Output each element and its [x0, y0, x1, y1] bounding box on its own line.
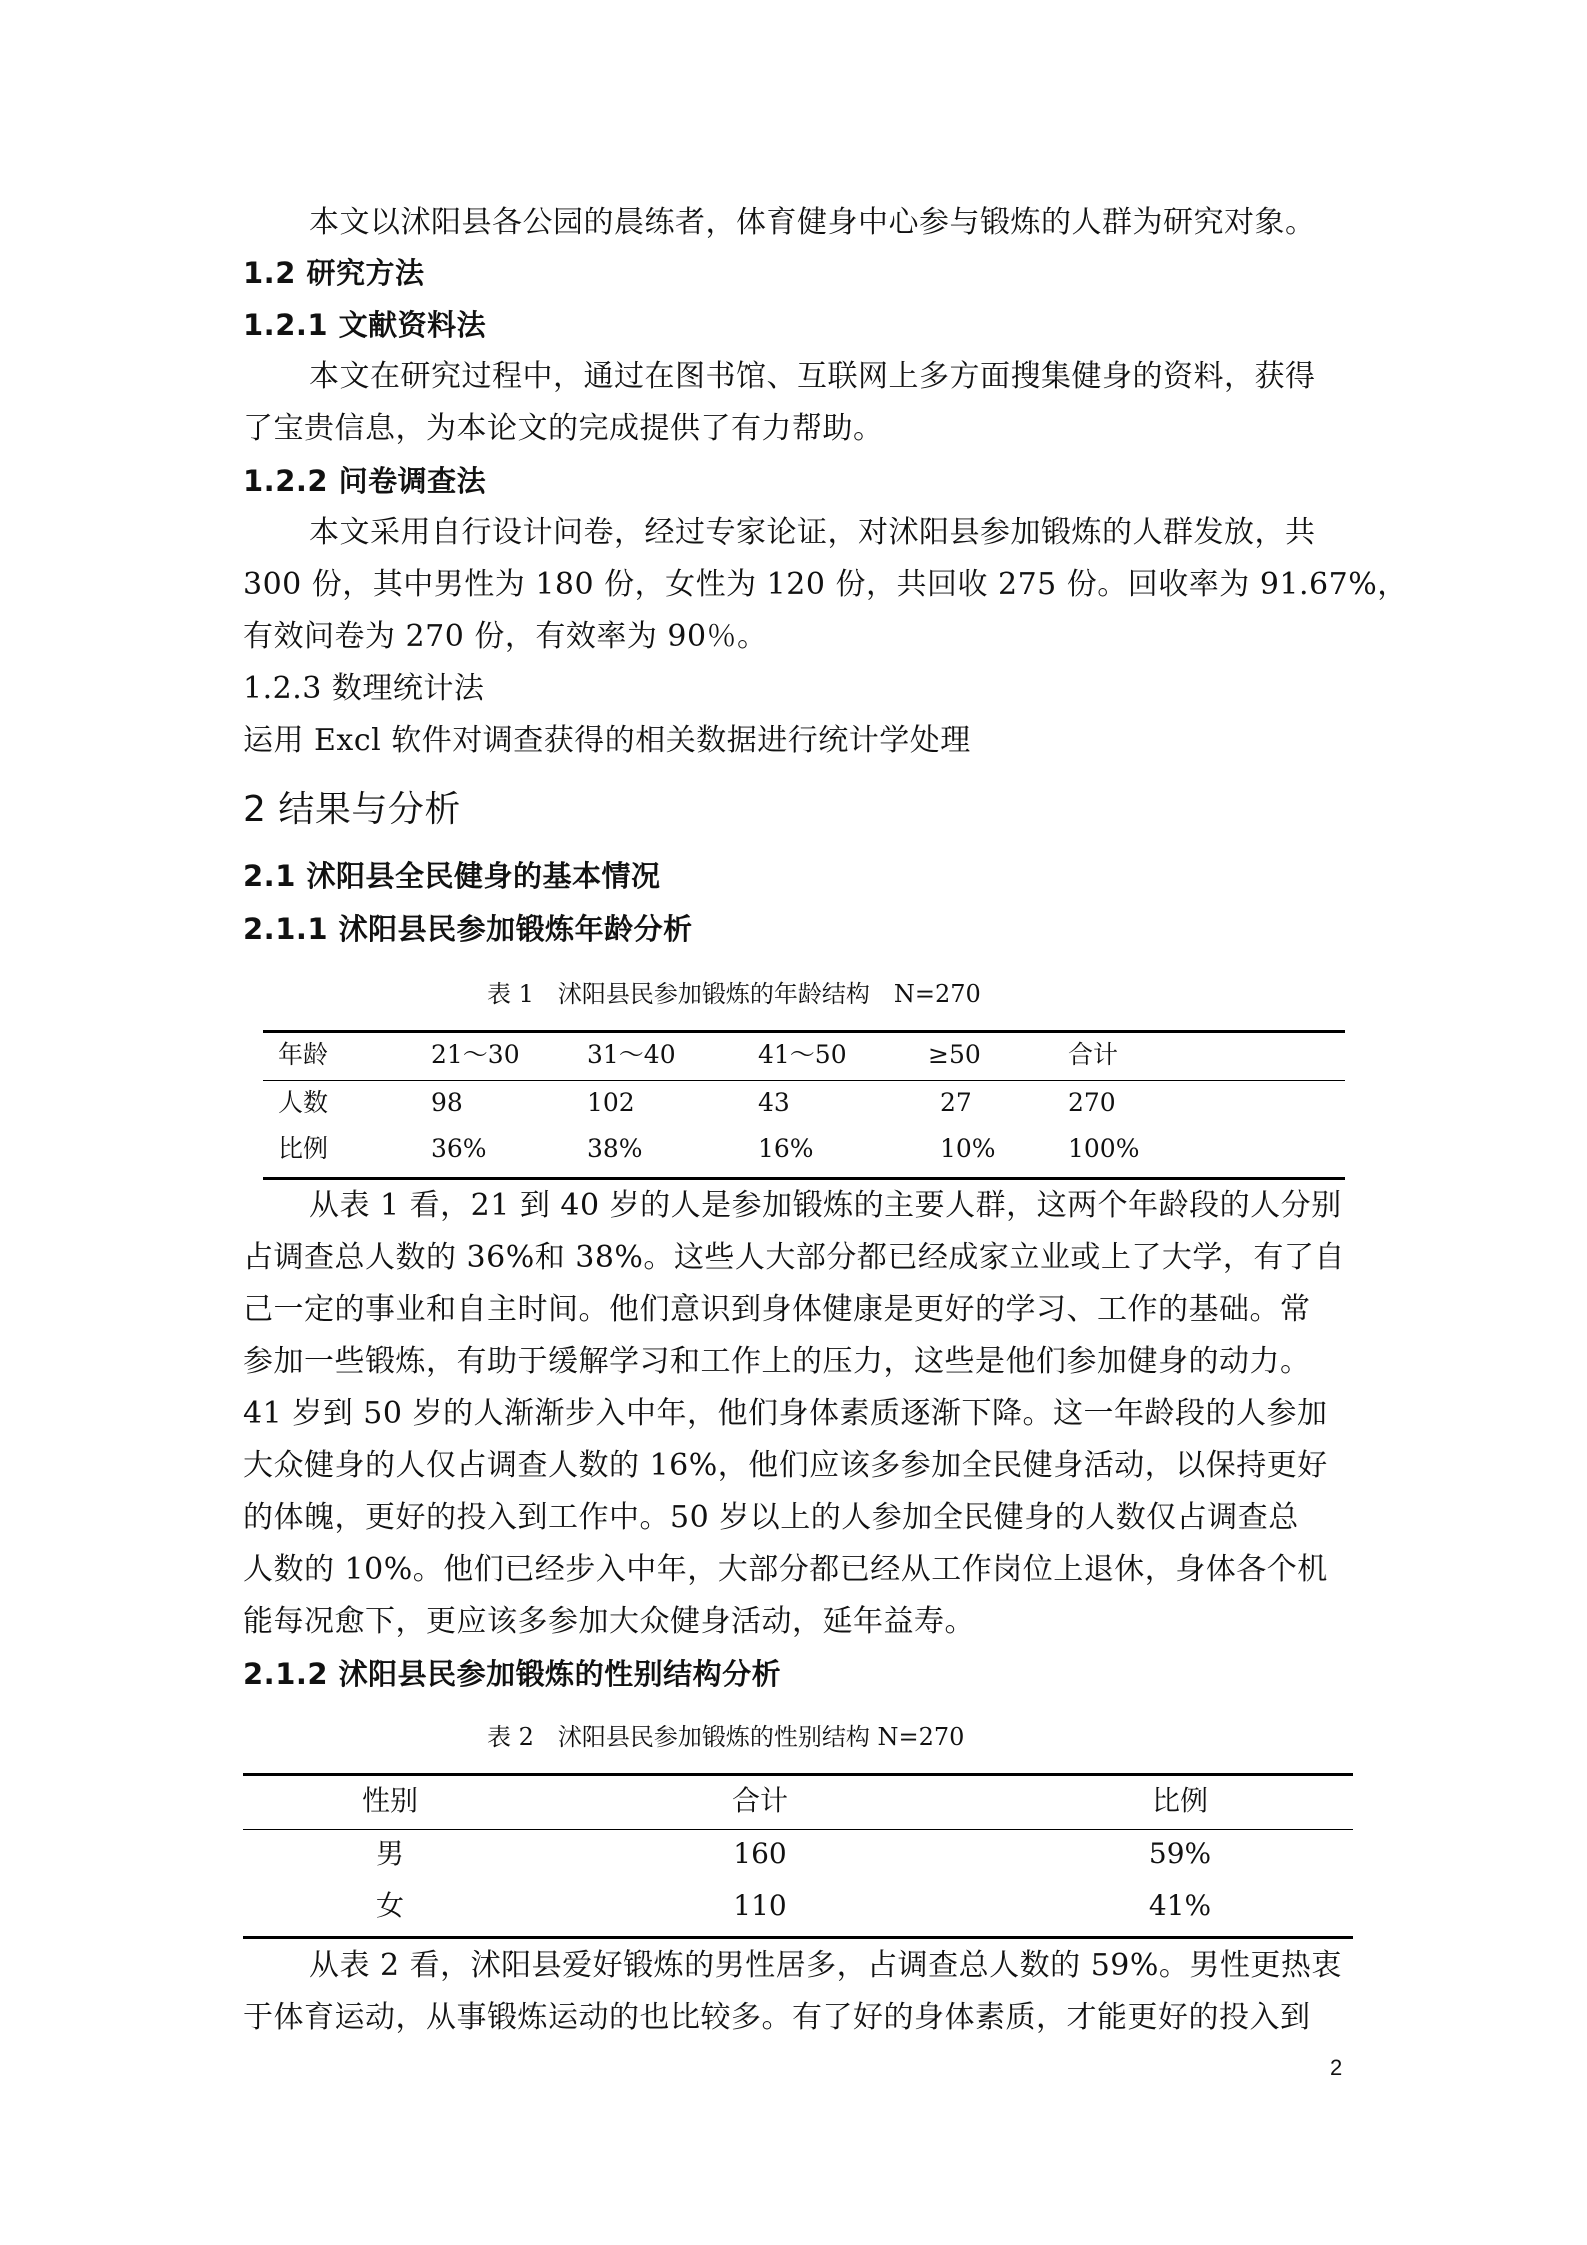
- table1-caption: 表 1 沭阳县民参加锻炼的年龄结构 N=270: [487, 980, 981, 1008]
- table2-top-rule: [243, 1773, 1353, 1776]
- paragraph-age-analysis-line-3: 己一定的事业和自主时间。他们意识到身体健康是更好的学习、工作的基础。常: [243, 1292, 1311, 1327]
- table2-header-cell: 合计: [731, 1784, 788, 1817]
- paragraph-statistics: 运用 Excl 软件对调查获得的相关数据进行统计学处理: [243, 723, 971, 758]
- table2-header-cell: 性别: [361, 1784, 418, 1817]
- paragraph-age-analysis-line-6: 大众健身的人仅占调查人数的 16%，他们应该多参加全民健身活动，以保持更好: [243, 1448, 1328, 1483]
- paragraph-age-analysis-line-4: 参加一些锻炼，有助于缓解学习和工作上的压力，这些是他们参加健身的动力。: [243, 1344, 1311, 1379]
- table1-cell: 年龄: [278, 1040, 329, 1069]
- heading-2-1-1: 2.1.1 沭阳县民参加锻炼年龄分析: [243, 912, 693, 946]
- table1-cell: 41～50: [758, 1040, 847, 1069]
- paragraph-age-analysis-line-2: 占调查总人数的 36%和 38%。这些人大部分都已经成家立业或上了大学，有了自: [243, 1240, 1345, 1275]
- paragraph-literature-line-1: 本文在研究过程中，通过在图书馆、互联网上多方面搜集健身的资料，获得: [309, 359, 1316, 394]
- table1-cell: 98: [431, 1088, 463, 1117]
- heading-1-2-2: 1.2.2 问卷调查法: [243, 464, 487, 498]
- paragraph-gender-analysis-line-1: 从表 2 看，沭阳县爱好锻炼的男性居多，占调查总人数的 59%。男性更热衷: [309, 1948, 1342, 1983]
- table1-cell: 36%: [431, 1134, 487, 1163]
- table1-bottom-rule: [263, 1177, 1345, 1180]
- heading-1-2-3: 1.2.3 数理统计法: [243, 671, 485, 706]
- paragraph-age-analysis-line-9: 能每况愈下，更应该多参加大众健身活动，延年益寿。: [243, 1604, 975, 1639]
- heading-1-2: 1.2 研究方法: [243, 256, 425, 290]
- table2-cell: 110: [733, 1889, 787, 1922]
- heading-2-1-2: 2.1.2 沭阳县民参加锻炼的性别结构分析: [243, 1657, 782, 1691]
- heading-2-1: 2.1 沭阳县全民健身的基本情况: [243, 859, 661, 893]
- table1-cell: 102: [587, 1088, 635, 1117]
- table1-cell: 16%: [758, 1134, 814, 1163]
- paragraph-survey-line-3: 有效问卷为 270 份，有效率为 90％。: [243, 619, 768, 654]
- paragraph-survey-line-1: 本文采用自行设计问卷，经过专家论证，对沭阳县参加锻炼的人群发放，共: [309, 515, 1316, 550]
- table1-cell: 人数: [278, 1088, 329, 1117]
- paragraph-age-analysis-line-1: 从表 1 看，21 到 40 岁的人是参加锻炼的主要人群，这两个年龄段的人分别: [309, 1188, 1342, 1223]
- table1-header-rule: [263, 1080, 1345, 1081]
- table2-cell: 41%: [1148, 1889, 1212, 1922]
- table1-cell: 10%: [940, 1134, 996, 1163]
- table1-cell: 38%: [587, 1134, 643, 1163]
- table2-bottom-rule: [243, 1936, 1353, 1939]
- table2-cell: 59%: [1148, 1837, 1212, 1870]
- paragraph-gender-analysis-line-2: 于体育运动，从事锻炼运动的也比较多。有了好的身体素质，才能更好的投入到: [243, 2000, 1311, 2035]
- paragraph-age-analysis-line-7: 的体魄，更好的投入到工作中。50 岁以上的人参加全民健身的人数仅占调查总: [243, 1500, 1299, 1535]
- table1-cell: 27: [940, 1088, 972, 1117]
- table1-cell: 合计: [1068, 1040, 1119, 1069]
- paragraph-age-analysis-line-8: 人数的 10%。他们已经步入中年，大部分都已经从工作岗位上退休，身体各个机: [243, 1552, 1328, 1587]
- table1-cell: 270: [1068, 1088, 1116, 1117]
- paragraph-age-analysis-line-5: 41 岁到 50 岁的人渐渐步入中年，他们身体素质逐渐下降。这一年龄段的人参加: [243, 1396, 1328, 1431]
- paragraph-literature-line-2: 了宝贵信息，为本论文的完成提供了有力帮助。: [243, 411, 884, 446]
- table2-cell: 160: [733, 1837, 787, 1870]
- table1-cell: 100%: [1068, 1134, 1140, 1163]
- paragraph-research-object: 本文以沭阳县各公园的晨练者，体育健身中心参与锻炼的人群为研究对象。: [309, 205, 1316, 240]
- table2-header-rule: [243, 1829, 1353, 1830]
- table2-cell: 男: [375, 1837, 404, 1870]
- table1-cell: ≥50: [928, 1040, 981, 1069]
- table2-header-cell: 比例: [1151, 1784, 1208, 1817]
- table1-cell: 21～30: [431, 1040, 520, 1069]
- page-number: 2: [1330, 2055, 1343, 2080]
- heading-2: 2 结果与分析: [243, 789, 461, 830]
- paragraph-survey-line-2: 300 份，其中男性为 180 份，女性为 120 份，共回收 275 份。回收率为 91.67%，: [243, 567, 1408, 602]
- table2-cell: 女: [375, 1889, 404, 1922]
- table2-caption: 表 2 沭阳县民参加锻炼的性别结构 N=270: [487, 1723, 965, 1751]
- table1-cell: 比例: [278, 1134, 329, 1163]
- table1-cell: 43: [758, 1088, 790, 1117]
- table1-cell: 31～40: [587, 1040, 676, 1069]
- heading-1-2-1: 1.2.1 文献资料法: [243, 308, 487, 342]
- table1-top-rule: [263, 1030, 1345, 1033]
